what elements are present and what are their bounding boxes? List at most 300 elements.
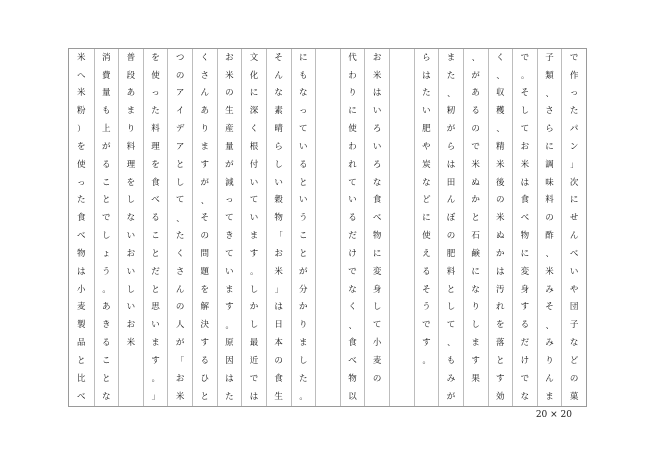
manuscript-cell: 物 (274, 213, 283, 224)
manuscript-cell: が (225, 159, 234, 170)
manuscript-cell: く (175, 248, 185, 259)
manuscript-cell: な (274, 88, 283, 99)
manuscript-cell: せ (569, 213, 579, 224)
manuscript-cell: と (446, 284, 456, 295)
manuscript-cell: 使 (151, 70, 160, 81)
manuscript-column (438, 49, 463, 406)
manuscript-cell: べ (520, 213, 530, 224)
manuscript-cell: 、 (200, 195, 209, 205)
manuscript-cell: な (102, 391, 111, 402)
manuscript-cell: て (225, 248, 234, 259)
manuscript-cell: 米 (496, 159, 505, 170)
manuscript-cell: だ (348, 231, 357, 242)
manuscript-cell: は (225, 373, 234, 384)
manuscript-cell: は (446, 159, 456, 170)
manuscript-cell: ろ (372, 124, 382, 135)
manuscript-cell: 、 (447, 338, 456, 348)
manuscript-cell: べ (151, 195, 160, 206)
manuscript-cell: 、 (545, 249, 554, 259)
manuscript-cell: 」 (151, 391, 160, 401)
manuscript-cell: 石 (471, 231, 480, 242)
manuscript-cell: の (471, 124, 480, 135)
manuscript-cell: や (422, 141, 431, 152)
manuscript-cell: 小 (372, 338, 382, 349)
manuscript-cell: も (102, 106, 111, 117)
manuscript-cell: ン (569, 141, 579, 152)
manuscript-cell: 食 (348, 338, 357, 349)
manuscript-cell: つ (175, 52, 185, 63)
manuscript-cell: 料 (545, 195, 554, 206)
manuscript-cell: 段 (126, 70, 136, 81)
manuscript-cell: く (496, 52, 505, 63)
manuscript-cell: の (200, 231, 210, 242)
manuscript-cell: こ (102, 356, 111, 367)
manuscript-cell: い (299, 141, 308, 152)
manuscript-cell: を (151, 52, 160, 63)
manuscript-cell: う (422, 302, 431, 313)
manuscript-cell: は (496, 266, 505, 277)
manuscript-column (167, 49, 192, 406)
manuscript-column (340, 49, 365, 406)
manuscript-cell: 田 (446, 177, 456, 188)
manuscript-cell: 鹸 (471, 248, 480, 259)
manuscript-cell: 、 (545, 88, 554, 98)
manuscript-cell (390, 352, 414, 370)
manuscript-cell: 費 (102, 70, 111, 81)
manuscript-cell: き (102, 320, 111, 331)
manuscript-cell: て (225, 213, 234, 224)
manuscript-cell: り (348, 88, 357, 99)
manuscript-cell: 。 (151, 374, 160, 384)
center-gap (315, 49, 340, 406)
manuscript-cell: い (274, 177, 283, 188)
manuscript-cell: し (102, 231, 111, 242)
manuscript-cell: イ (175, 106, 185, 117)
manuscript-cell: る (471, 106, 480, 117)
manuscript-cell: し (126, 195, 136, 206)
manuscript-cell: 」 (570, 159, 579, 169)
manuscript-column (94, 49, 119, 406)
manuscript-cell: ん (175, 284, 185, 295)
manuscript-cell: 次 (569, 177, 579, 188)
manuscript-cell: な (126, 213, 136, 224)
manuscript-cell: お (175, 373, 185, 384)
manuscript-cell: す (520, 302, 530, 313)
manuscript-cell: と (299, 248, 308, 259)
manuscript-cell: 料 (151, 124, 160, 135)
manuscript-cell (390, 120, 414, 138)
manuscript-cell: 味 (545, 177, 554, 188)
manuscript-cell: て (446, 320, 456, 331)
manuscript-cell: が (446, 391, 456, 402)
manuscript-cell: 、 (447, 88, 456, 98)
manuscript-cell: 米 (471, 159, 480, 170)
manuscript-cell: て (348, 177, 357, 188)
manuscript-cell: 肥 (446, 248, 456, 259)
manuscript-cell: 料 (446, 266, 456, 277)
manuscript-cell: る (102, 159, 111, 170)
manuscript-cell: あ (200, 106, 210, 117)
manuscript-cell (390, 138, 414, 156)
manuscript-cell: 粉 (76, 106, 86, 117)
manuscript-cell: 物 (520, 231, 530, 242)
manuscript-cell (390, 317, 414, 335)
manuscript-cell: ま (151, 338, 160, 349)
manuscript-column (414, 49, 439, 406)
manuscript-cell: す (249, 248, 259, 259)
manuscript-cell: ど (422, 195, 431, 206)
manuscript-cell: ア (175, 141, 185, 152)
manuscript-cell: わ (348, 70, 357, 81)
manuscript-cell (390, 299, 414, 317)
manuscript-cell (390, 388, 414, 406)
manuscript-cell: 米 (274, 266, 283, 277)
manuscript-cell: 生 (274, 391, 283, 402)
manuscript-cell: さ (175, 266, 185, 277)
manuscript-cell: べ (372, 213, 382, 224)
manuscript-cell: は (520, 177, 530, 188)
manuscript-cell: 米 (372, 70, 382, 81)
manuscript-cell: 理 (126, 159, 136, 170)
manuscript-cell: 原 (225, 338, 234, 349)
manuscript-cell: ら (274, 141, 283, 152)
manuscript-cell: 。 (520, 70, 529, 80)
manuscript-cell: と (151, 284, 160, 295)
manuscript-cell: る (102, 338, 111, 349)
manuscript-cell: ら (422, 52, 431, 63)
manuscript-cell: に (372, 248, 382, 259)
manuscript-cell (390, 103, 414, 121)
manuscript-cell: 「 (274, 231, 283, 241)
manuscript-cell: は (372, 88, 382, 99)
manuscript-cell: 根 (249, 141, 259, 152)
manuscript-cell: べ (569, 248, 579, 259)
manuscript-cell: い (372, 106, 382, 117)
manuscript-cell: ひ (200, 373, 210, 384)
manuscript-cell: 子 (569, 320, 579, 331)
manuscript-cell: の (175, 302, 185, 313)
manuscript-column (389, 49, 414, 406)
manuscript-cell (390, 335, 414, 353)
manuscript-cell: 米 (545, 266, 554, 277)
manuscript-column (291, 49, 316, 406)
manuscript-cell: 使 (76, 159, 86, 170)
manuscript-cell: 効 (496, 391, 505, 402)
manuscript-cell (390, 210, 414, 228)
manuscript-cell: 後 (496, 177, 505, 188)
manuscript-column (192, 49, 217, 406)
manuscript-cell: 深 (249, 106, 259, 117)
manuscript-cell: い (249, 213, 259, 224)
manuscript-cell: り (200, 124, 210, 135)
manuscript-cell: 使 (422, 231, 431, 242)
manuscript-cell: 、 (348, 320, 357, 330)
manuscript-cell: ま (299, 338, 308, 349)
manuscript-cell: お (126, 320, 136, 331)
manuscript-cell: 「 (176, 356, 185, 366)
manuscript-cell: 作 (569, 70, 579, 81)
manuscript-cell: で (249, 373, 259, 384)
manuscript-cell: ど (569, 356, 579, 367)
manuscript-cell: が (446, 124, 456, 135)
manuscript-cell: い (126, 231, 136, 242)
manuscript-cell: 菓 (569, 391, 579, 402)
manuscript-column (69, 49, 94, 406)
manuscript-cell: べ (76, 391, 86, 402)
manuscript-column (463, 49, 488, 406)
manuscript-cell: 、 (496, 70, 505, 80)
manuscript-cell: る (299, 159, 308, 170)
manuscript-cell: 身 (372, 284, 382, 295)
manuscript-cell: へ (76, 70, 86, 81)
manuscript-cell: 最 (249, 338, 259, 349)
manuscript-cell: べ (348, 356, 357, 367)
manuscript-cell: す (471, 356, 480, 367)
manuscript-cell: あ (471, 88, 480, 99)
manuscript-cell (390, 281, 414, 299)
manuscript-cell: で (471, 141, 480, 152)
manuscript-cell: っ (225, 195, 234, 206)
manuscript-cell: い (422, 106, 431, 117)
manuscript-cell: か (299, 302, 308, 313)
manuscript-cell: ぬ (496, 231, 505, 242)
manuscript-cell: を (200, 284, 210, 295)
manuscript-cell: み (446, 373, 456, 384)
manuscript-cell: な (520, 391, 530, 402)
manuscript-cell: ら (545, 124, 554, 135)
manuscript-cell (390, 49, 414, 67)
manuscript-cell: は (422, 70, 431, 81)
manuscript-cell: デ (175, 124, 185, 135)
manuscript-cell: 料 (126, 141, 136, 152)
manuscript-cell: で (520, 52, 530, 63)
manuscript-cell: さ (200, 70, 210, 81)
manuscript-cell: で (102, 213, 111, 224)
manuscript-cell: し (175, 177, 185, 188)
manuscript-cell: た (446, 70, 456, 81)
manuscript-cell: そ (274, 52, 283, 63)
manuscript-cell: が (200, 177, 210, 188)
manuscript-cell: く (348, 302, 357, 313)
manuscript-cell: み (545, 284, 554, 295)
manuscript-cell: の (545, 213, 554, 224)
manuscript-cell: の (372, 373, 382, 384)
manuscript-cell: り (471, 302, 480, 313)
manuscript-cell: 量 (102, 88, 111, 99)
manuscript-cell: 題 (200, 266, 210, 277)
manuscript-cell: れ (496, 302, 505, 313)
manuscript-cell: と (200, 391, 210, 402)
manuscript-cell: ん (274, 70, 283, 81)
manuscript-cell: に (299, 52, 308, 63)
manuscript-cell: ん (446, 195, 456, 206)
manuscript-cell: 。 (250, 267, 259, 277)
manuscript-cell: け (520, 356, 530, 367)
manuscript-cell: だ (151, 266, 160, 277)
manuscript-cell: る (348, 213, 357, 224)
manuscript-cell: ら (446, 141, 456, 152)
manuscript-cell: に (520, 248, 530, 259)
manuscript-cell: 収 (496, 88, 505, 99)
manuscript-cell: 米 (496, 213, 505, 224)
manuscript-cell: 小 (76, 284, 86, 295)
manuscript-cell: 汚 (496, 284, 505, 295)
manuscript-cell: 落 (496, 338, 505, 349)
manuscript-cell: が (299, 266, 308, 277)
manuscript-cell: を (151, 159, 160, 170)
manuscript-cell: こ (299, 231, 308, 242)
manuscript-cell: そ (200, 213, 210, 224)
manuscript-cell: と (471, 213, 480, 224)
manuscript-cell: ） (77, 124, 86, 134)
manuscript-cell: す (151, 356, 160, 367)
manuscript-cell: な (569, 338, 579, 349)
manuscript-cell: 減 (225, 177, 234, 188)
manuscript-cell: 問 (200, 248, 210, 259)
manuscript-cell: を (126, 177, 136, 188)
manuscript-cell: ん (200, 88, 210, 99)
manuscript-cell: 食 (372, 195, 382, 206)
manuscript-cell: 普 (126, 52, 136, 63)
manuscript-cell: 以 (348, 391, 357, 402)
manuscript-cell: り (545, 356, 554, 367)
manuscript-cell: く (249, 124, 259, 135)
manuscript-cell: っ (76, 177, 86, 188)
manuscript-column (512, 49, 537, 406)
manuscript-cell: に (471, 266, 480, 277)
manuscript-cell: 食 (520, 195, 530, 206)
manuscript-cell (365, 388, 389, 406)
manuscript-cell: 理 (151, 141, 160, 152)
manuscript-cell: 文 (249, 52, 259, 63)
manuscript-cell (390, 245, 414, 263)
manuscript-cell: な (372, 177, 382, 188)
manuscript-cell: も (446, 356, 456, 367)
manuscript-cell: べ (76, 231, 86, 242)
manuscript-cell: 米 (76, 52, 86, 63)
manuscript-cell: い (299, 195, 308, 206)
manuscript-cell: と (299, 177, 308, 188)
manuscript-cell: た (151, 106, 160, 117)
manuscript-cell: な (471, 284, 480, 295)
manuscript-cell: 決 (200, 320, 210, 331)
manuscript-cell: そ (545, 302, 554, 313)
manuscript-cell: き (225, 231, 234, 242)
manuscript-cell: は (76, 266, 86, 277)
manuscript-cell: 因 (225, 356, 234, 367)
manuscript-cell: 炭 (422, 159, 431, 170)
manuscript-cell: と (76, 356, 86, 367)
manuscript-cell: で (422, 320, 431, 331)
genkou-grid (69, 49, 586, 406)
manuscript-cell: 素 (274, 106, 283, 117)
manuscript-cell: 食 (274, 373, 283, 384)
manuscript-cell (464, 388, 488, 406)
manuscript-cell: ま (249, 231, 259, 242)
manuscript-cell: い (151, 320, 160, 331)
manuscript-cell: と (151, 248, 160, 259)
manuscript-cell: を (496, 320, 505, 331)
manuscript-cell: す (496, 373, 505, 384)
manuscript-cell: 物 (348, 373, 357, 384)
manuscript-cell: 変 (520, 266, 530, 277)
manuscript-cell: そ (422, 284, 431, 295)
manuscript-cell: 、 (176, 213, 185, 223)
manuscript-cell: 米 (175, 391, 185, 402)
manuscript-cell: い (126, 266, 136, 277)
manuscript-cell: し (274, 159, 283, 170)
manuscript-cell: 物 (372, 231, 382, 242)
manuscript-cell: と (175, 159, 185, 170)
manuscript-cell: 消 (102, 52, 111, 63)
manuscript-cell: が (175, 338, 185, 349)
manuscript-cell: 身 (520, 284, 530, 295)
manuscript-cell (119, 352, 143, 370)
manuscript-cell: の (175, 70, 185, 81)
manuscript-column (217, 49, 242, 406)
manuscript-cell: 生 (225, 106, 234, 117)
manuscript-cell: 類 (545, 70, 554, 81)
manuscript-cell: い (126, 302, 136, 313)
grid-size-label: 20 × 20 (535, 410, 572, 420)
manuscript-cell: 晴 (274, 124, 283, 135)
manuscript-cell: か (471, 195, 480, 206)
manuscript-cell: と (102, 373, 111, 384)
manuscript-cell (390, 370, 414, 388)
manuscript-cell: な (299, 88, 308, 99)
manuscript-cell: た (569, 106, 579, 117)
manuscript-cell: 米 (126, 338, 136, 349)
manuscript-cell: 。 (422, 356, 431, 366)
manuscript-cell: 上 (102, 124, 111, 135)
manuscript-cell: ア (175, 88, 185, 99)
manuscript-cell: こ (102, 177, 111, 188)
manuscript-cell: 変 (372, 266, 382, 277)
manuscript-cell: り (299, 320, 308, 331)
manuscript-cell: 代 (348, 52, 357, 63)
manuscript-cell: ま (200, 141, 210, 152)
manuscript-cell: ま (126, 106, 136, 117)
manuscript-cell: 分 (299, 284, 308, 295)
manuscript-cell: は (274, 302, 283, 313)
manuscript-cell: 。 (225, 320, 234, 330)
manuscript-cell (390, 192, 414, 210)
manuscript-cell: 。 (102, 284, 111, 294)
manuscript-cell: 近 (249, 356, 259, 367)
manuscript-cell: や (569, 284, 579, 295)
manuscript-cell: い (372, 141, 382, 152)
manuscript-cell: お (126, 248, 136, 259)
manuscript-cell: 、 (496, 124, 505, 134)
manuscript-column (143, 49, 168, 406)
manuscript-cell: 」 (274, 284, 283, 294)
manuscript-cell: ま (446, 52, 456, 63)
manuscript-cell: 穫 (496, 106, 505, 117)
manuscript-cell: し (249, 320, 259, 331)
manuscript-cell (390, 67, 414, 85)
manuscript-column (118, 49, 143, 406)
manuscript-cell: 。 (299, 391, 308, 401)
manuscript-cell: る (520, 320, 530, 331)
manuscript-cell: え (422, 248, 431, 259)
manuscript-cell: け (348, 248, 357, 259)
manuscript-sheet (68, 48, 587, 407)
manuscript-cell (390, 227, 414, 245)
manuscript-cell: た (422, 88, 431, 99)
manuscript-cell: 調 (545, 159, 554, 170)
manuscript-cell: す (225, 302, 234, 313)
manuscript-cell: 団 (569, 302, 579, 313)
